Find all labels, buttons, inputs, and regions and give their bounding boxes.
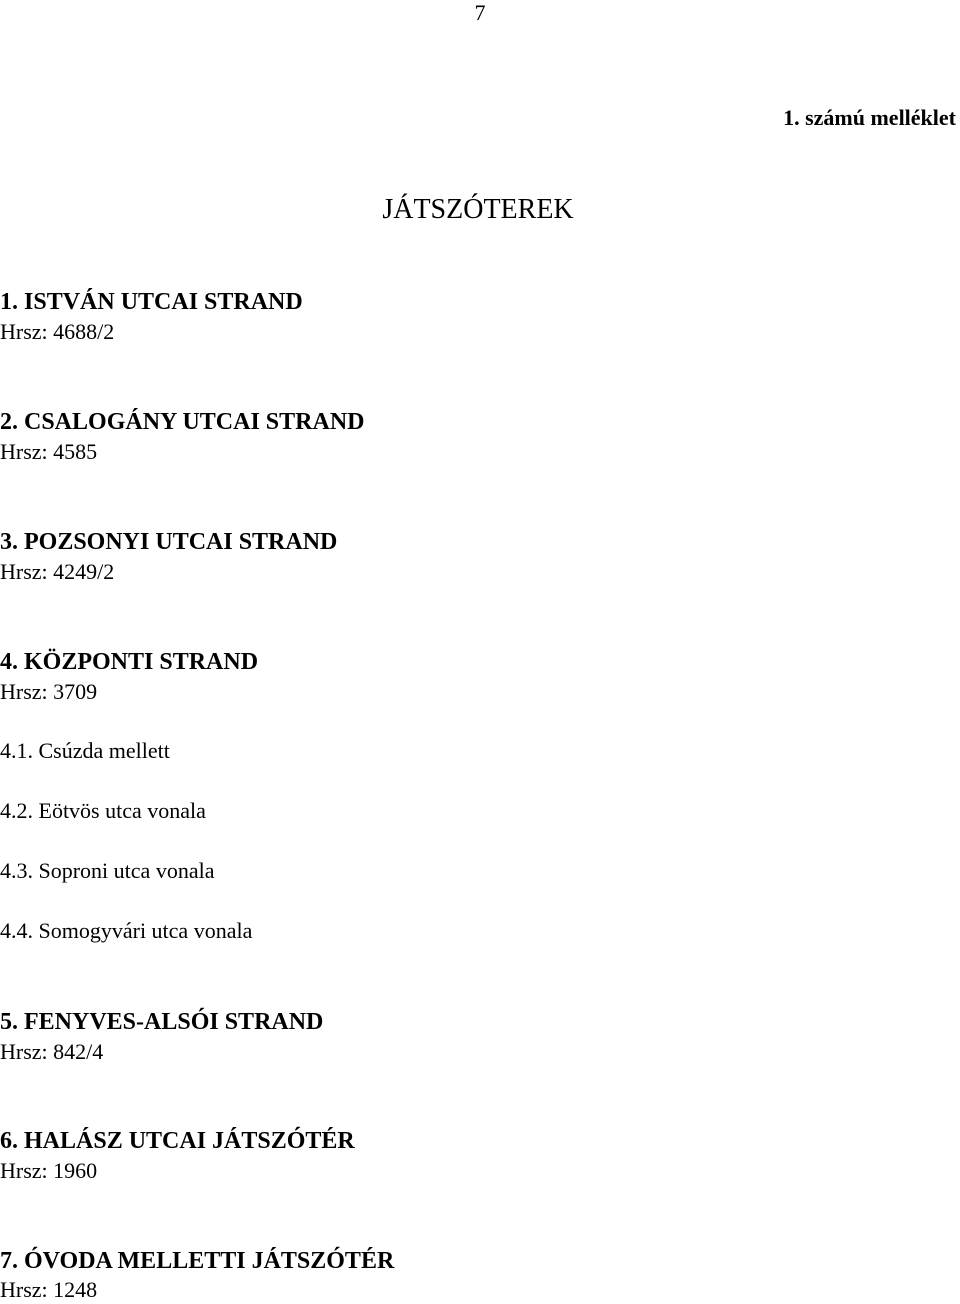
item-hrsz-2: Hrsz: 4585: [0, 439, 98, 464]
annex-label: 1. számú melléklet: [783, 105, 956, 130]
item-title-2: 2. CSALOGÁNY UTCAI STRAND: [0, 409, 365, 435]
page-number: 7: [474, 0, 486, 25]
item-title-6: 6. HALÁSZ UTCAI JÁTSZÓTÉR: [0, 1128, 355, 1154]
sub-item-4-3: 4.3. Soproni utca vonala: [0, 858, 215, 883]
item-hrsz-7: Hrsz: 1248: [0, 1277, 98, 1302]
item-hrsz-6: Hrsz: 1960: [0, 1158, 98, 1183]
item-title-1: 1. ISTVÁN UTCAI STRAND: [0, 289, 303, 315]
item-hrsz-1: Hrsz: 4688/2: [0, 319, 115, 344]
item-title-3: 3. POZSONYI UTCAI STRAND: [0, 529, 338, 555]
item-title-7: 7. ÓVODA MELLETTI JÁTSZÓTÉR: [0, 1248, 395, 1274]
document-title: JÁTSZÓTEREK: [382, 194, 574, 225]
sub-item-4-2: 4.2. Eötvös utca vonala: [0, 798, 206, 823]
item-hrsz-5: Hrsz: 842/4: [0, 1039, 104, 1064]
sub-item-4-1: 4.1. Csúzda mellett: [0, 738, 170, 763]
item-hrsz-3: Hrsz: 4249/2: [0, 559, 115, 584]
item-title-4: 4. KÖZPONTI STRAND: [0, 649, 259, 675]
item-hrsz-4: Hrsz: 3709: [0, 679, 98, 704]
sub-item-4-4: 4.4. Somogyvári utca vonala: [0, 918, 253, 943]
item-title-5: 5. FENYVES-ALSÓI STRAND: [0, 1009, 324, 1035]
